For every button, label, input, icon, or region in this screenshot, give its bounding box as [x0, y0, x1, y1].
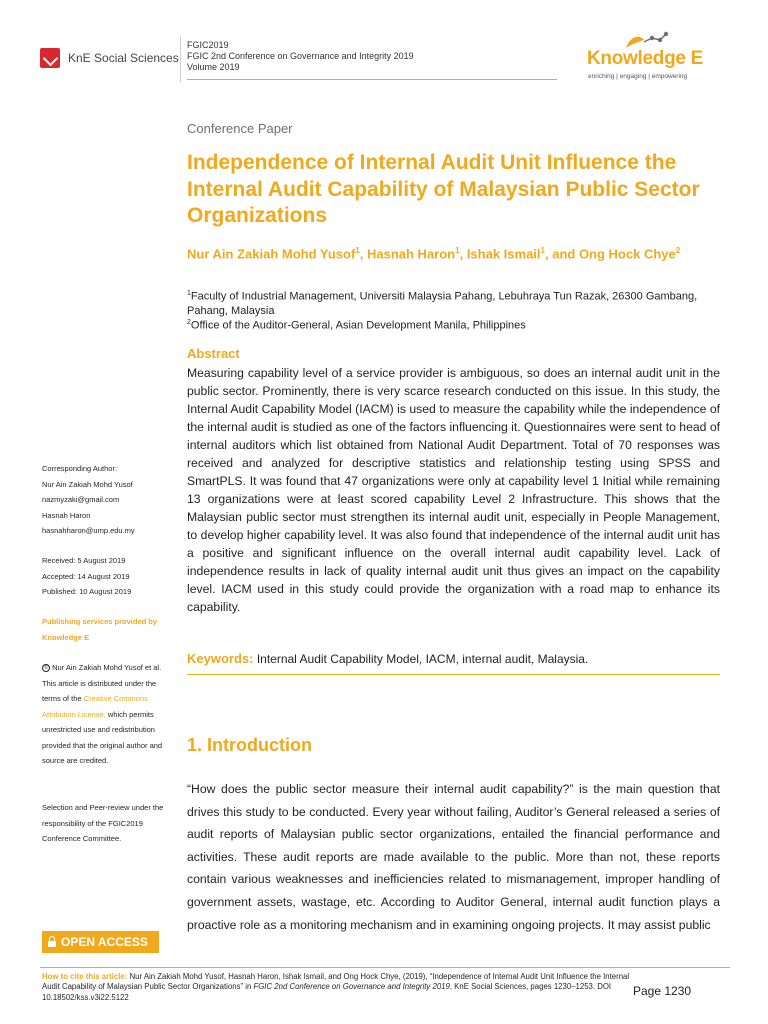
license-rest: which permits unrestricted use and redistribution provided that the original author and source are credited. — [42, 709, 163, 765]
brand-name: Knowledge E — [587, 48, 703, 69]
publisher-logo — [40, 48, 179, 68]
keywords — [187, 650, 720, 668]
author-affiliation-mark: 1 — [455, 246, 460, 255]
copyright-icon: © — [42, 664, 50, 672]
keywords-text: Internal Audit Capability Model, IACM, internal audit, Malaysia. — [256, 652, 589, 666]
page-number: Page 1230 — [633, 984, 692, 998]
affiliation-text: Faculty of Industrial Management, Universiti Malaysia Pahang, Lebuhraya Tun Razak, 26300 Gambang, Pahang, Malaysia — [187, 290, 698, 317]
footer-rule — [40, 967, 730, 968]
author-list — [187, 242, 720, 263]
author-name: Ishak Ismail — [466, 246, 541, 262]
received-date: Received: 5 August 2019 — [42, 556, 126, 565]
abstract-text: Measuring capability level of a service provider is ambiguous, so does an internal audit unit in the public sector. Prominently, there is very scarce research conducted on this issue. In this study, the Internal Audit Capability Model (IACM) is used to measure the capability while the independence of the internal audit is studied as one of the factors influencing it. Questionnaires were sent to head of internal auditors which list obtained from National Audit Department. Total of 70 responses was received and analyzed for descriptive statistics and relationship testing using SPSS and SmartPLS. It was found that 47 organizations were only at capability level 1 Initial while remaining 13 organizations were at least scored capability Level 2 Infrastructure. This shows that the Malaysian public sector must strengthen its internal audit unit, especially in People Management, to develop higher capability level. It was also found that independence of the internal audit unit has a positive and significant influence on the overall internal audit capability level. Lack of independence results in lack of quality internal audit unit thus gives an impact on the capability level. IACM used in this study could provide the organization with a road map to enhance its capability. — [187, 366, 720, 614]
introduction-text: “How does the public sector measure their internal audit capability?” is the main question that drives this study to be conducted. Every year without failing, Auditor’s General released a series of audit reports of Malaysian public sector organizations, entailed the financial performance and activities. These audit reports are made available to the public. More than not, these reports contain various weaknesses and inefficiencies related to mismanagement, improper handling of government assets, wastage, etc. According to Auditor General, internal audit function plays a proactive role as a monitoring mechanism and in examining ongoing projects. It may assist public — [187, 782, 720, 932]
brand-tagline: enriching | engaging | empowering — [588, 73, 688, 80]
author-name: Ong Hock Chye — [578, 246, 676, 262]
section-heading-introduction: 1. Introduction — [187, 735, 312, 755]
keywords-label: Keywords: — [187, 651, 254, 666]
publisher-name: KnE Social Sciences — [68, 51, 179, 65]
corresponding-email[interactable]: hasnahharon@ump.edu.my — [42, 526, 135, 535]
citation — [42, 972, 632, 1003]
conference-info — [187, 40, 414, 73]
article-dates — [42, 553, 177, 600]
open-access-badge — [42, 931, 159, 953]
kne-logo-icon — [40, 48, 60, 68]
selection-notice: Selection and Peer-review under the responsibility of the FGIC2019 Conference Committee. — [42, 803, 164, 843]
header-divider — [180, 36, 181, 82]
author-name: Hasnah Haron — [366, 246, 456, 262]
author-separator: , — [359, 246, 367, 262]
author-affiliation-mark: 1 — [355, 246, 360, 255]
publishing-services: Publishing services provided by Knowledge E — [42, 617, 158, 642]
license-notice — [42, 660, 177, 769]
affiliation — [187, 316, 720, 333]
corresponding-author — [42, 461, 177, 539]
corresponding-line: Hasnah Haron — [42, 510, 91, 520]
affiliation-text: Office of the Auditor-General, Asian Development Manila, Philippines — [190, 319, 526, 332]
citation-text: Nur Ain Zakiah Mohd Yusof, Hasnah Haron, Ishak Ismail, and Ong Hock Chye, (2019), “Independence of Internal Audit Unit Influence the Internal Audit Capability of Malaysian Public Sector Organizations” in — [42, 972, 630, 992]
author-affiliation-mark: 1 — [540, 246, 545, 255]
volume: Volume 2019 — [187, 62, 240, 72]
corresponding-label: Corresponding Author: — [42, 464, 118, 473]
paper-title: Independence of Internal Audit Unit Influence the Internal Audit Capability of Malaysian Public Sector Organizations — [187, 151, 700, 227]
affiliation-number: 2 — [187, 319, 191, 326]
author-separator: , and — [544, 246, 579, 262]
corresponding-line: Nur Ain Zakiah Mohd Yusof — [42, 479, 133, 489]
conference-full: FGIC 2nd Conference on Governance and Integrity 2019 — [187, 51, 414, 61]
keywords-rule — [187, 674, 720, 675]
license-link[interactable]: Creative Commons Attribution License, — [42, 694, 148, 719]
corresponding-email[interactable]: nazmyzaki@gmail.com — [42, 495, 120, 504]
affiliation-number: 1 — [187, 290, 191, 297]
author-affiliation-mark: 2 — [675, 246, 681, 255]
license-text: Nur Ain Zakiah Mohd Yusof et al. This article is distributed under the terms of the — [42, 663, 162, 703]
citation-label: How to cite this article: — [42, 972, 128, 981]
author-separator: , — [459, 246, 467, 262]
citation-venue: FGIC 2nd Conference on Governance and Integrity 2019 — [253, 982, 450, 992]
abstract-heading: Abstract — [187, 346, 240, 361]
header-rule — [187, 79, 557, 80]
conference-short: FGIC2019 — [187, 40, 229, 50]
accepted-date: Accepted: 14 August 2019 — [42, 571, 130, 581]
paper-type: Conference Paper — [187, 121, 293, 136]
affiliation — [187, 287, 720, 318]
open-access-label: OPEN ACCESS — [61, 935, 148, 949]
published-date: Published: 10 August 2019 — [42, 587, 132, 596]
citation-tail: , KnE Social Sciences, pages 1230–1253. DOI 10.18502/kss.v3i22.5122 — [42, 982, 612, 1002]
author-name: Nur Ain Zakiah Mohd Yusof — [187, 246, 356, 262]
lock-icon — [48, 941, 56, 947]
